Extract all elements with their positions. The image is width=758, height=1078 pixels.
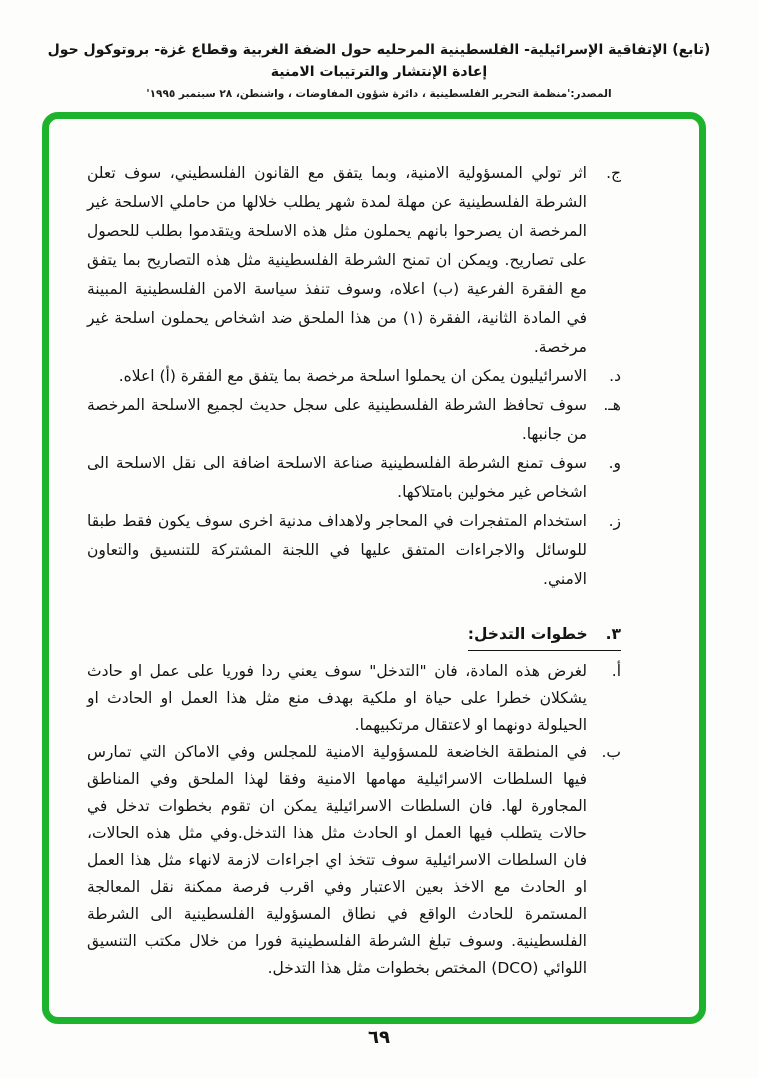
list-item-text: في المنطقة الخاضعة للمسؤولية الامنية للمجلس وفي الاماكن التي تمارس فيها السلطات الاسرائيلية مهامها الامنية وفقا لهذا الملحق وفي المناطق المجاورة لها. فان السلطات الاسرائيلية يمكن ان تقوم بخطوات تدخل في حالات يتطلب فيها العمل او الحادث مثل هذا التدخل.وفي مثل هذه الحالات، فان السلطات الاسرائيلية سوف تتخذ اي اجراءات لازمة لانهاء مثل هذا العمل او الحادث مع الاخذ بعين الاعتبار وفي اقرب فرصة ممكنة نقل المعالجة المستمرة للحادث الواقع في نطاق المسؤولية الفلسطينية الى الشرطة الفلسطينية. وسوف تبلغ الشرطة الفلسطينية فورا من خلال مكتب التنسيق اللوائي (DCO) المختص بخطوات مثل هذا التدخل. xyxy=(87,743,587,977)
document-header xyxy=(0,0,758,100)
list-item-marker: د. xyxy=(609,367,621,385)
list-item-text: استخدام المتفجرات في المحاجر ولاهداف مدنية اخرى سوف يكون فقط طبقا للوسائل والاجراءات المتفق عليها في اللجنة المشتركة للتنسيق والتعاون الامني. xyxy=(87,512,587,588)
header-title: (تابع) الإتفاقية الإسرائيلية- الفلسطينية المرحليه حول الضفة الغربية وقطاع غزة- بروتوكول حول إعادة الإنتشار والترتيبات الامنية xyxy=(47,42,711,80)
list-item xyxy=(87,739,621,982)
list-item xyxy=(87,159,621,362)
page-number: ٦٩ xyxy=(368,1027,390,1048)
list-item-marker: و. xyxy=(608,454,621,472)
list-item xyxy=(87,658,621,739)
list-item-text: لغرض هذه المادة، فان "التدخل" سوف يعني ردا فوريا على عمل او حادث يشكلان خطرا على حياة او ملكية بهدف منع مثل هذا العمل او الحادث او الحيلولة دونهما او لاعتقال مرتكبيهما. xyxy=(87,662,587,734)
list-item-marker: ب. xyxy=(601,743,621,761)
section-number: ٣. xyxy=(605,625,621,643)
list-item-text: الاسرائيليون يمكن ان يحملوا اسلحة مرخصة بما يتفق مع الفقرة (أ) اعلاه. xyxy=(118,367,587,385)
list-item-marker: أ. xyxy=(611,662,621,680)
list-item xyxy=(87,391,621,449)
list-item-text: اثر تولي المسؤولية الامنية، وبما يتفق مع القانون الفلسطيني، سوف تعلن الشرطة الفلسطينية عن مهلة لمدة شهر يطلب خلالها من حاملي الاسلحة غير المرخصة ان يصرحوا بانهم يحملون مثل هذه الاسلحة ويتقدموا بطلب للحصول على تصاريح. ويمكن ان تمنح الشرطة الفلسطينية مثل هذه التصاريح بما يتفق مع الفقرة الفرعية (ب) اعلاه، وسوف تنفذ سياسة الامن الفلسطينية المبينة في المادة الثانية، الفقرة (١) من هذا الملحق ضد اشخاص يحملون اسلحة غير مرخصة. xyxy=(87,164,588,356)
list-item-marker: ج. xyxy=(606,164,621,182)
list-item xyxy=(87,449,621,507)
section-title: خطوات التدخل: xyxy=(467,625,588,643)
list-item-marker: هـ. xyxy=(603,396,621,414)
section-heading xyxy=(87,620,621,651)
list-item xyxy=(87,362,621,391)
list-item-marker: ز. xyxy=(608,512,621,530)
header-source: المصدر:'منظمة التحرير الفلسطينية ، دائرة شؤون المفاوضات ، واشنطن، ٢٨ سبتمبر ١٩٩٥' xyxy=(146,88,612,101)
green-content-frame xyxy=(42,112,706,1024)
document-body xyxy=(49,119,699,982)
section-heading-underline xyxy=(468,620,621,651)
list-item-text: سوف تمنع الشرطة الفلسطينية صناعة الاسلحة اضافة الى نقل الاسلحة الى اشخاص غير مخولين بامتلاكها. xyxy=(87,454,587,501)
list-item xyxy=(87,507,621,594)
list-item-text: سوف تحافظ الشرطة الفلسطينية على سجل حديث لجميع الاسلحة المرخصة من جانبها. xyxy=(87,396,587,443)
